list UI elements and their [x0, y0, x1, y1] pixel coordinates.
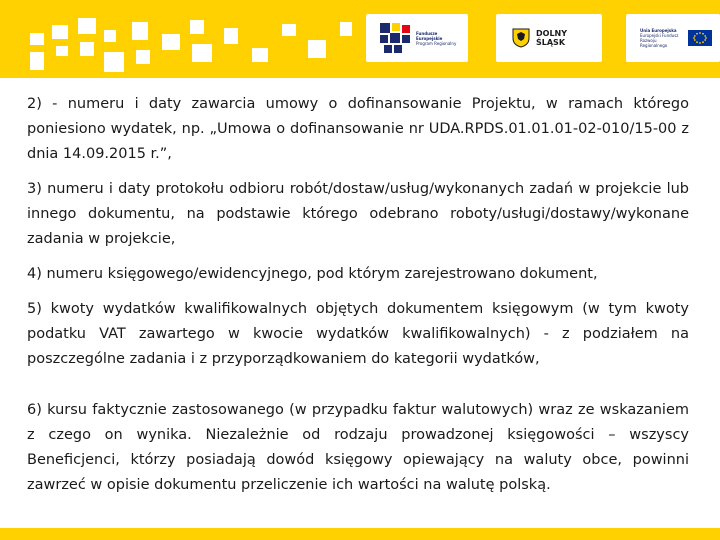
- decor-square: [308, 40, 326, 58]
- decor-square: [136, 50, 150, 64]
- fe-logo-text: Fundusze Europejskie Program Regionalny: [416, 30, 457, 46]
- eu-flag-icon: [688, 30, 712, 46]
- decor-square: [132, 22, 148, 40]
- logo-unia-europejska: [626, 14, 720, 62]
- list-item: 5) kwoty wydatków kwalifikowalnych objętych dokumentem księgowym (w tym kwoty podatku VAT zawartego w kwocie wydatków kwalifikowalnych) - z podziałem na poszczególne zadania i z przyporządkowaniem do kategorii wydatków,: [27, 301, 689, 367]
- decor-square: [282, 24, 296, 36]
- decor-square: [340, 22, 352, 36]
- decor-square: [190, 20, 204, 34]
- decor-square: [52, 25, 68, 39]
- decor-square: [162, 34, 180, 50]
- list-item: 3) numeru i daty protokołu odbioru robót/dostaw/usług/wykonanych zadań w projekcie lub innego dokumentu, na podstawie którego odebrano roboty/usługi/dostawy/wykonane zadania w projekcie,: [27, 181, 689, 247]
- dolny-slask-text: DOLNY ŚLĄSK: [536, 29, 568, 47]
- header-band: [0, 0, 720, 78]
- decor-square: [104, 30, 116, 42]
- dolny-slask-crest-icon: [512, 28, 530, 48]
- list-item: 4) numeru księgowego/ewidencyjnego, pod którym zarejestrowano dokument,: [27, 266, 598, 282]
- document-body: [27, 92, 689, 498]
- footer-band: [0, 528, 720, 540]
- logo-dolny-slask: [496, 14, 602, 62]
- eu-logo-text: Unia Europejska Europejski Fundusz Rozwoju Regionalnego: [640, 28, 679, 48]
- decor-square: [192, 44, 212, 62]
- fe-logo-icon: [378, 21, 412, 55]
- list-item: 6) kursu faktycznie zastosowanego (w przypadku faktur walutowych) wraz ze wskazaniem z czego on wynika. Niezależnie od rodzaju prowadzonej księgowości – wszyscy Beneficjenci, którzy posiadają dowód księgowy opiewający na waluty obce, powinni zawrzeć w opisie dokumentu przeliczenie ich wartości na walutę polską.: [27, 402, 689, 493]
- list-item: 2) - numeru i daty zawarcia umowy o dofinansowanie Projektu, w ramach którego poniesiono wydatek, np. „Umowa o dofinansowanie nr UDA.RPDS.01.01.01-02-010/15-00 z dnia 14.09.2015 r.”,: [27, 96, 689, 162]
- decor-square: [224, 28, 238, 44]
- decor-square: [56, 46, 68, 56]
- decor-square: [104, 52, 124, 72]
- decor-square: [252, 48, 268, 62]
- decor-square: [30, 33, 44, 45]
- decor-square: [78, 18, 96, 34]
- decor-square: [80, 42, 94, 56]
- decor-square: [30, 52, 44, 70]
- logo-fundusze-europejskie: [366, 14, 468, 62]
